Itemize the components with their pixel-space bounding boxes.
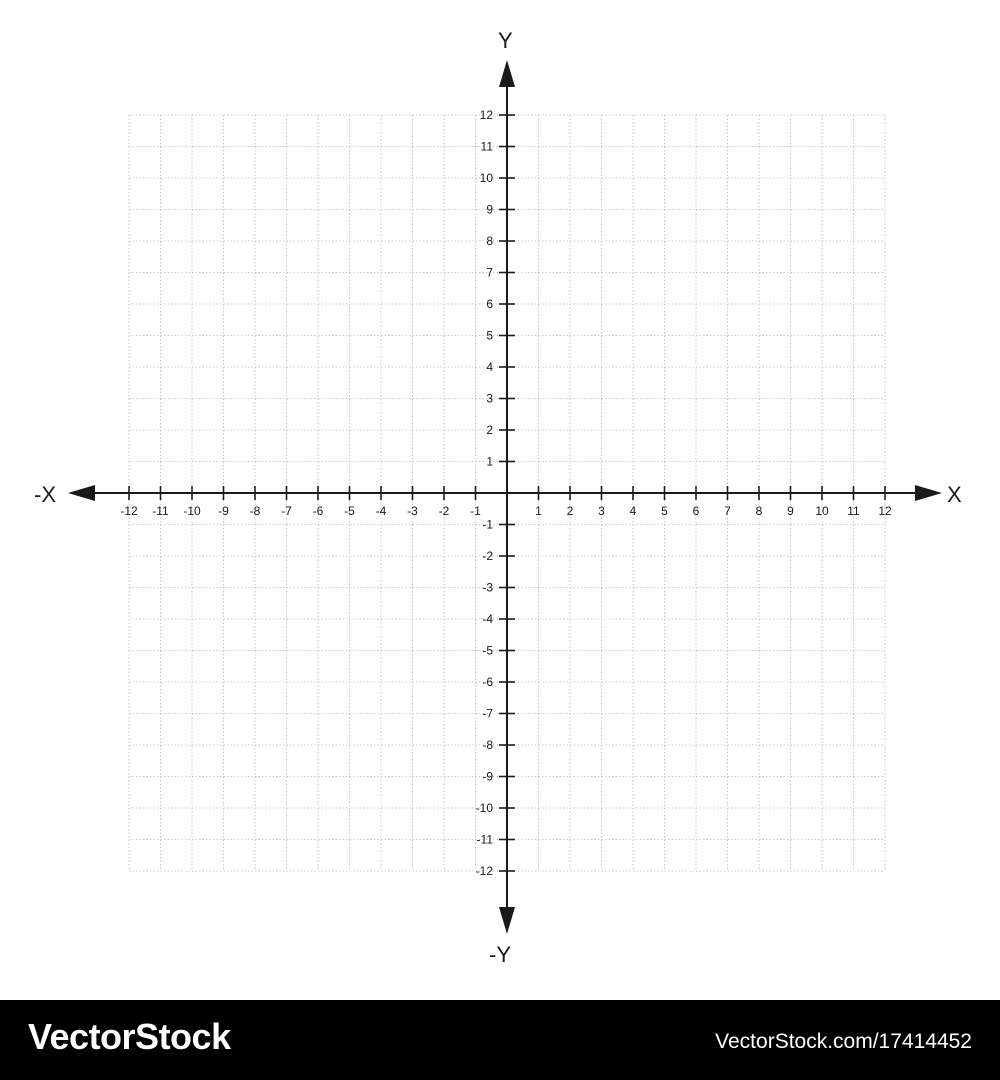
y-tick-label: 4 xyxy=(486,360,493,374)
x-tick-label: -12 xyxy=(120,504,138,518)
x-tick-label: 1 xyxy=(535,504,542,518)
watermark-bar xyxy=(0,1000,1000,1080)
y-tick-label: -3 xyxy=(482,580,493,595)
x-axis-negative-label: -X xyxy=(34,482,56,507)
x-tick-label: -1 xyxy=(470,504,481,518)
y-tick-label: 9 xyxy=(486,202,493,217)
y-tick-label: 6 xyxy=(486,297,493,311)
image-credit: VectorStock.com/17414452 xyxy=(715,1030,972,1053)
x-tick-label: -5 xyxy=(344,504,355,518)
y-tick-label: -1 xyxy=(482,517,493,532)
x-tick-label: -4 xyxy=(375,504,387,518)
x-tick-label: 6 xyxy=(692,504,700,518)
y-tick-label: 11 xyxy=(480,139,493,154)
y-axis-negative-arrow xyxy=(499,907,515,934)
y-tick-label: 10 xyxy=(479,171,493,185)
y-tick-label: -5 xyxy=(482,643,493,658)
x-tick-label: 5 xyxy=(661,504,668,518)
x-axis-positive-arrow xyxy=(915,485,942,501)
y-axis-positive-arrow xyxy=(499,60,515,87)
x-tick-label: 2 xyxy=(566,504,574,518)
x-axis-negative-arrow xyxy=(68,485,95,501)
y-tick-label: -10 xyxy=(475,801,493,815)
x-tick-label: 3 xyxy=(598,504,605,518)
x-tick-label: 9 xyxy=(787,504,794,518)
x-tick-label: -6 xyxy=(312,504,324,518)
x-tick-label: -9 xyxy=(218,504,229,518)
y-axis-label: Y xyxy=(498,28,513,53)
vectorstock-logo: VectorStock xyxy=(28,1016,231,1057)
y-tick-label: 2 xyxy=(486,423,493,437)
y-tick-label: -12 xyxy=(475,864,493,878)
x-tick-label: -7 xyxy=(281,504,292,518)
y-tick-label: -7 xyxy=(482,706,493,721)
x-tick-label: -3 xyxy=(407,504,418,518)
x-tick-label: -2 xyxy=(438,504,450,518)
x-tick-label: 4 xyxy=(629,504,637,518)
y-tick-label: 3 xyxy=(486,391,493,406)
x-tick-label: 7 xyxy=(724,504,731,518)
x-tick-label: 12 xyxy=(878,504,892,518)
y-axis-negative-label: -Y xyxy=(489,942,511,967)
y-tick-label: -11 xyxy=(476,832,493,847)
y-tick-label: -8 xyxy=(482,738,493,752)
x-tick-label: -11 xyxy=(152,504,169,518)
axes xyxy=(68,60,942,934)
y-tick-label: -9 xyxy=(482,769,493,784)
x-axis-label: X xyxy=(947,482,962,507)
x-tick-label: 8 xyxy=(755,504,763,518)
x-tick-label: 11 xyxy=(847,504,860,518)
y-tick-label: 5 xyxy=(486,328,493,343)
y-tick-label: 1 xyxy=(486,454,493,469)
y-tick-label: 8 xyxy=(486,234,493,248)
y-tick-label: 12 xyxy=(479,108,493,122)
y-tick-label: -4 xyxy=(482,612,493,626)
x-tick-label: 10 xyxy=(815,504,829,518)
y-tick-label: 7 xyxy=(486,265,493,280)
x-tick-label: -8 xyxy=(249,504,261,518)
x-tick-label: -10 xyxy=(183,504,201,518)
y-tick-label: -6 xyxy=(482,675,493,689)
y-tick-label: -2 xyxy=(482,549,493,563)
